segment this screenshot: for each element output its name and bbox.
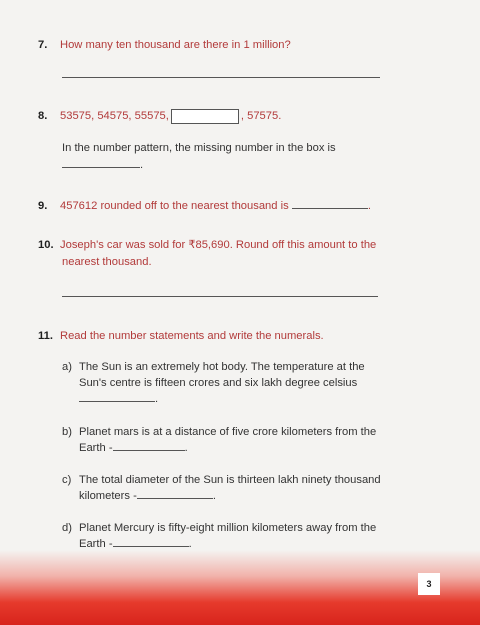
- sub-question-c: [62, 472, 422, 504]
- period: .: [367, 200, 371, 212]
- sub-question-b: [62, 424, 422, 456]
- page-number: 3: [418, 573, 440, 595]
- question-text-line1: Joseph's car was sold for ₹85,690. Round off this amount to the: [60, 239, 377, 251]
- question-text: 457612 rounded off to the nearest thousand is: [60, 200, 289, 212]
- question-11: [38, 328, 324, 344]
- answer-blank-8[interactable]: [62, 157, 140, 168]
- answer-line-7[interactable]: [62, 77, 380, 78]
- question-text-line2: nearest thousand.: [62, 256, 152, 268]
- question-number: 10.: [38, 239, 54, 251]
- question-number: 8.: [38, 110, 48, 122]
- period: .: [140, 159, 144, 171]
- sub-text-line2: Earth -: [79, 442, 113, 454]
- answer-blank-a[interactable]: [79, 391, 155, 402]
- sub-text-line1: Planet mars is at a distance of five crore kilometers from the: [79, 426, 377, 438]
- sub-text-line1: The total diameter of the Sun is thirteen lakh ninety thousand: [79, 474, 381, 486]
- sub-question-a: [62, 359, 422, 407]
- sub-text-line2: kilometers -: [79, 490, 137, 502]
- answer-blank-b[interactable]: [113, 440, 185, 451]
- question-number: 11.: [38, 330, 53, 342]
- answer-blank-c[interactable]: [137, 488, 213, 499]
- sub-text-line1: Planet Mercury is fifty-eight million kilometers away from the: [79, 522, 377, 534]
- sub-label: d): [62, 522, 72, 534]
- answer-blank-d[interactable]: [113, 536, 189, 547]
- answer-line-10[interactable]: [62, 296, 378, 297]
- statement-text: In the number pattern, the missing number in the box is: [62, 142, 336, 154]
- question-8: [38, 108, 281, 124]
- question-number: 7.: [38, 39, 48, 51]
- period: .: [155, 393, 159, 405]
- sub-text-line2: Sun's centre is fifteen crores and six lakh degree celsius: [79, 377, 358, 389]
- sub-text-line2: Earth -: [79, 538, 113, 550]
- question-10: [38, 237, 376, 253]
- question-text: Read the number statements and write the numerals.: [60, 330, 324, 342]
- question-8-statement: [62, 140, 336, 156]
- sub-question-d: [62, 520, 422, 552]
- question-7: [38, 37, 291, 53]
- question-text: How many ten thousand are there in 1 million?: [60, 39, 291, 51]
- sub-text-line1: The Sun is an extremely hot body. The temperature at the: [79, 361, 365, 373]
- footer-gradient-band: [0, 550, 480, 625]
- question-8-answer: [62, 157, 143, 173]
- answer-blank-9[interactable]: [292, 198, 368, 209]
- question-9: [38, 198, 371, 214]
- sub-label: b): [62, 426, 72, 438]
- period: .: [212, 490, 216, 502]
- period: .: [184, 442, 188, 454]
- missing-number-box[interactable]: [171, 109, 239, 124]
- sub-label: c): [62, 474, 72, 486]
- number-pattern-start: 53575, 54575, 55575,: [60, 110, 169, 122]
- sub-label: a): [62, 361, 72, 373]
- question-10-line2: [62, 254, 152, 270]
- period: .: [188, 538, 192, 550]
- number-pattern-end: , 57575.: [240, 110, 282, 122]
- question-number: 9.: [38, 200, 48, 212]
